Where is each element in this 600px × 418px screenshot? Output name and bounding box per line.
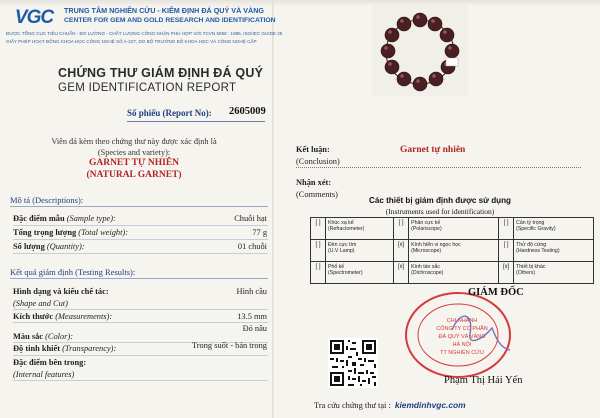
instrument-check: [x] — [499, 262, 514, 284]
instrument-dichroscope — [409, 262, 499, 284]
comments-label-vn — [296, 178, 331, 187]
instruments-table — [310, 217, 594, 284]
instrument-name: Đèn cực tím — [328, 242, 357, 248]
verify-label: Tra cứu chứng thư tại : — [314, 401, 391, 410]
verify-line — [314, 400, 466, 410]
instrument-check: [ ] — [499, 240, 514, 262]
instrument-name: Thiết bị khác — [516, 264, 546, 270]
intro-line-2: (Species and variety): — [97, 148, 171, 157]
comments-label-vn-text: Nhận xét: — [296, 178, 332, 187]
color-label-en: (Color): — [45, 332, 74, 341]
instrument-check: [ ] — [311, 240, 326, 262]
total-weight-value: 77 g — [252, 228, 267, 237]
report-label: Số phiếu (Report No): — [127, 108, 212, 118]
transparency-label-en: (Transparency): — [62, 344, 117, 353]
title-vn: CHỨNG THƯ GIÁM ĐỊNH ĐÁ QUÝ — [58, 66, 264, 80]
instrument-check: [x] — [394, 240, 409, 262]
intro-line-1: Viên đá kèm theo chứng thư này được xác định là — [51, 137, 217, 146]
internal-label-en — [13, 370, 74, 379]
instrument-name-en: (Hardness Testing) — [516, 248, 560, 255]
report-number: 2605009 — [229, 106, 266, 117]
instrument-hardness — [514, 240, 594, 262]
sample-type-label-vn: Đặc điểm mẫu — [13, 214, 65, 223]
total-weight-label — [13, 228, 128, 237]
qr-code[interactable] — [328, 338, 378, 388]
instrument-name: Kính hiển vi ngọc học — [411, 242, 461, 248]
conclusion-label-en: (Conclusion) — [296, 157, 340, 166]
quantity-label-en: (Quantity): — [46, 242, 85, 251]
total-weight-label-vn: Tổng trọng lượng — [13, 228, 77, 237]
instrument-name-en: (Refractometer) — [328, 226, 365, 233]
shape-label-vn: Hình dạng và kiểu chế tác: — [13, 287, 109, 296]
instrument-name: Khúc xạ kế — [328, 220, 354, 226]
instrument-name: Phân cực kế — [411, 220, 441, 226]
instrument-spectrometer — [326, 262, 394, 284]
instrument-name-en: (Specific Gravity) — [516, 226, 556, 233]
row-divider — [13, 322, 268, 323]
quantity-label — [13, 242, 85, 251]
instrument-check: [x] — [394, 262, 409, 284]
verify-link[interactable]: kiemdinhvgc.com — [394, 400, 466, 410]
instrument-name: Kính tán sắc — [411, 264, 440, 270]
garnet-bracelet-photo — [372, 4, 468, 96]
shape-label — [13, 287, 109, 296]
row-divider — [13, 253, 268, 254]
instrument-others — [514, 262, 594, 284]
internal-label-en-text: (Internal features) — [13, 370, 75, 379]
transparency-label-vn: Độ tinh khiết — [13, 344, 61, 353]
sample-type-label — [13, 214, 116, 223]
internal-label — [13, 358, 86, 367]
org-name-vn: TRUNG TÂM NGHIÊN CỨU - KIỂM ĐỊNH ĐÁ QUÝ VÀ VÀNG — [64, 6, 265, 15]
license-line: GIẤY PHÉP HOẠT ĐỘNG KHOA HỌC CÔNG NGHỆ SỐ A-227, DO BỘ TRƯỞNG BỘ KHOA HỌC VÀ CÔNG NGHỆ CẤP — [6, 39, 257, 44]
conclusion-label-vn — [296, 145, 330, 154]
species-en: (NATURAL GARNET) — [86, 170, 182, 180]
testing-divider — [10, 278, 268, 279]
instrument-row — [311, 262, 594, 284]
conclusion-dotted-line — [296, 167, 581, 168]
color-value: Đỏ nâu — [242, 324, 267, 333]
row-divider — [13, 239, 268, 240]
instrument-refractometer — [326, 218, 394, 240]
company-stamp — [400, 290, 520, 380]
svg-text:CÔNG TY CỔ PHẦN: CÔNG TY CỔ PHẦN — [436, 326, 488, 332]
comments-label-en: (Comments) — [296, 190, 338, 199]
logo-text: VGC — [14, 7, 54, 28]
instruments-subtitle: (Instruments used for identification) — [385, 207, 495, 216]
conclusion-value: Garnet tự nhiên — [400, 145, 466, 155]
row-divider — [13, 225, 268, 226]
row-divider — [13, 355, 268, 356]
instrument-row — [311, 240, 594, 262]
instrument-check: [ ] — [311, 218, 326, 240]
instrument-check: [ ] — [499, 218, 514, 240]
measurement-label — [13, 312, 112, 321]
color-label — [13, 332, 73, 341]
instrument-name-en: (Polariscope) — [411, 226, 442, 233]
instrument-uv-lamp — [326, 240, 394, 262]
instruments-title: Các thiết bị giám định được sử dụng — [368, 196, 512, 205]
quantity-value: 01 chuỗi — [237, 242, 267, 251]
measurement-label-vn: Kích thước — [13, 312, 54, 321]
instrument-name: Thử độ cứng — [516, 242, 547, 248]
svg-text:TT NGHIÊN CỨU: TT NGHIÊN CỨU — [440, 350, 484, 356]
measurement-value: 13.5 mm — [237, 312, 267, 321]
row-divider — [13, 380, 268, 381]
org-name-en: CENTER FOR GEM AND GOLD RESEARCH AND IDENTIFICATION — [64, 17, 276, 24]
instrument-specific-gravity — [514, 218, 594, 240]
report-underline — [127, 121, 265, 122]
svg-text:HÀ NỘI: HÀ NỘI — [452, 342, 472, 348]
instrument-polariscope — [409, 218, 499, 240]
shape-value: Hình cầu — [236, 287, 267, 296]
vgc-logo — [8, 5, 60, 31]
sample-type-label-en: (Sample type): — [66, 214, 116, 223]
quantity-label-vn: Số lượng — [13, 242, 45, 251]
instrument-name-en: (Others) — [516, 270, 536, 277]
instrument-check: [ ] — [311, 262, 326, 284]
instrument-name: Cân tỷ trọng — [516, 220, 545, 226]
measurement-label-en: (Measurements): — [55, 312, 113, 321]
instrument-name-en: (U.V Lamp) — [328, 248, 355, 255]
svg-text:ĐÁ QUÝ VÀ VÀNG: ĐÁ QUÝ VÀ VÀNG — [438, 334, 486, 340]
sample-type-value: Chuỗi hạt — [234, 214, 267, 223]
accreditation-line: ĐƯỢC TỔNG CỤC TIÊU CHUẨN - ĐO LƯỜNG - CHẤT LƯỢNG CÔNG NHẬN PHÙ HỢP VỚI TCVN 5958 : 1995, ISO/IEC GUIDE 25 — [6, 31, 283, 36]
svg-text:CHI NHÁNH: CHI NHÁNH — [446, 318, 478, 324]
instrument-name: Phổ kế — [328, 264, 345, 270]
director-title: GIÁM ĐỐC — [468, 287, 524, 298]
title-en: GEM IDENTIFICATION REPORT — [58, 82, 237, 94]
shape-label-en — [13, 299, 68, 308]
description-title: Mô tả (Descriptions): — [10, 195, 84, 205]
row-divider — [13, 309, 268, 310]
instrument-name-en: (Microscope) — [411, 248, 442, 255]
instrument-check: [ ] — [394, 218, 409, 240]
transparency-label — [13, 344, 116, 353]
transparency-value: Trong suốt - bán trong — [191, 341, 267, 350]
instrument-row — [311, 218, 594, 240]
description-divider — [10, 206, 268, 207]
internal-label-vn: Đặc điểm bên trong: — [13, 358, 87, 367]
color-label-vn: Màu sắc — [13, 332, 44, 341]
total-weight-label-en: (Total weight): — [78, 228, 128, 237]
instrument-name-en: (Spectrometer) — [328, 270, 363, 277]
signer-name: Phạm Thị Hải Yến — [444, 375, 523, 386]
instrument-name-en: (Dichroscope) — [411, 270, 444, 277]
testing-title: Kết quả giám định (Testing Results): — [10, 267, 136, 277]
species-vn: GARNET TỰ NHIÊN — [88, 158, 180, 168]
instrument-microscope — [409, 240, 499, 262]
shape-label-en-text: (Shape and Cut) — [13, 299, 68, 308]
page-fold — [272, 0, 274, 418]
conclusion-label-vn-text: Kết luận: — [296, 145, 330, 154]
